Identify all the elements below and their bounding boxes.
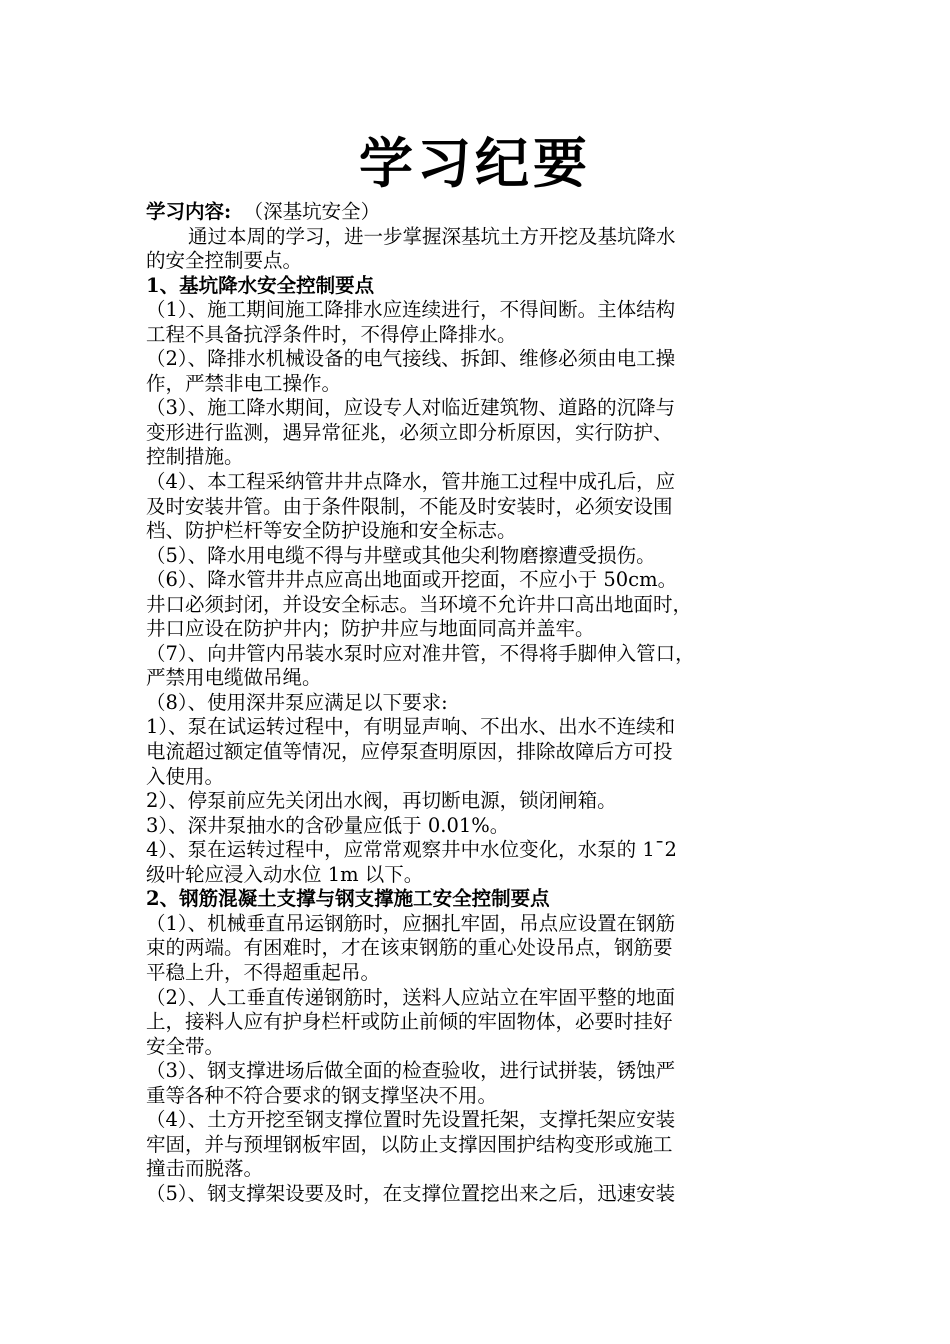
section-heading: 2、钢筋混凝土支撑与钢支撑施工安全控制要点 — [146, 887, 550, 911]
text-line: 入使用。 — [146, 764, 225, 788]
section-heading: 1、基坑降水安全控制要点 — [146, 273, 375, 297]
text-line: 平稳上升，不得超重起吊。 — [146, 960, 381, 984]
text-line: 控制措施。 — [146, 445, 244, 469]
text-line: 2）、停泵前应先关闭出水阀，再切断电源，锁闭闸箱。 — [146, 789, 617, 813]
text-line: 级叶轮应浸入动水位 1m 以下。 — [146, 862, 424, 886]
text-line: （5）、降水用电缆不得与井壁或其他尖利物磨擦遭受损伤。 — [146, 543, 656, 567]
study-content-topic: （深基坑安全） — [243, 200, 381, 223]
text-line: 工程不具备抗浮条件时，不得停止降排水。 — [146, 322, 517, 346]
text-line: （6）、降水管井井点应高出地面或开挖面，不应小于 50cm。 — [146, 568, 678, 592]
study-content-line — [146, 200, 822, 225]
study-content-label: 学习内容: — [146, 200, 232, 223]
text-line: 井口必须封闭，并设安全标志。当环境不允许井口高出地面时， — [146, 592, 693, 616]
text-line: 变形进行监测，遇异常征兆，必须立即分析原因，实行防护、 — [146, 420, 673, 444]
text-line: 严禁用电缆做吊绳。 — [146, 666, 322, 690]
text-line: 档、防护栏杆等安全防护设施和安全标志。 — [146, 519, 517, 543]
text-line: 及时安装井管。由于条件限制，不能及时安装时，必须安设围 — [146, 494, 673, 518]
text-line: （1）、施工期间施工降排水应连续进行，不得间断。主体结构 — [146, 298, 676, 322]
text-line: 电流超过额定值等情况，应停泵查明原因，排除故障后方可投 — [146, 740, 673, 764]
text-line: 通过本周的学习，进一步掌握深基坑土方开挖及基坑降水 — [188, 224, 676, 248]
text-line: 1）、泵在试运转过程中，有明显声响、不出水、出水不连续和 — [146, 715, 676, 739]
text-line: （3）、施工降水期间，应设专人对临近建筑物、道路的沉降与 — [146, 396, 676, 420]
document-title: 学习纪要 — [359, 131, 591, 195]
text-line: 撞击而脱落。 — [146, 1157, 264, 1181]
text-line: 作，严禁非电工操作。 — [146, 371, 342, 395]
text-line: 束的两端。有困难时，才在该束钢筋的重心处设吊点，钢筋要 — [146, 936, 673, 960]
text-line: 牢固，并与预埋钢板牢固，以防止支撑因围护结构变形或施工 — [146, 1132, 673, 1156]
paragraph-lines — [146, 225, 822, 1207]
text-line: （1）、机械垂直吊运钢筋时，应捆扎牢固，吊点应设置在钢筋 — [146, 911, 676, 935]
text-line: （8）、使用深井泵应满足以下要求: — [146, 690, 448, 714]
text-line: （4）、本工程采纳管井井点降水，管井施工过程中成孔后，应 — [146, 470, 676, 494]
text-line: 上，接料人应有护身栏杆或防止前倾的牢固物体，必要时挂好 — [146, 1010, 673, 1034]
text-line: （3）、钢支撑进场后做全面的检查验收，进行试拼装，锈蚀严 — [146, 1059, 676, 1083]
text-line: 重等各种不符合要求的钢支撑坚决不用。 — [146, 1083, 498, 1107]
text-line: （2）、降排水机械设备的电气接线、拆卸、维修必须由电工操 — [146, 347, 676, 371]
text-line: 4）、泵在运转过程中，应常常观察井中水位变化，水泵的 1¯2 — [146, 838, 677, 862]
text-line: （4）、土方开挖至钢支撑位置时先设置托架，支撑托架应安装 — [146, 1108, 676, 1132]
text-line: 安全带。 — [146, 1034, 225, 1058]
text-line: 的安全控制要点。 — [146, 249, 303, 273]
text-line: （5）、钢支撑架设要及时，在支撑位置挖出来之后，迅速安装 — [146, 1181, 676, 1205]
text-line: 3）、深井泵抽水的含砂量应低于 0.01%。 — [146, 813, 510, 837]
document-body — [146, 200, 822, 1206]
text-line: 井口应设在防护井内；防护井应与地面同高并盖牢。 — [146, 617, 595, 641]
text-line: （2）、人工垂直传递钢筋时，送料人应站立在牢固平整的地面 — [146, 985, 676, 1009]
text-line: （7）、向井管内吊装水泵时应对准井管，不得将手脚伸入管口， — [146, 641, 695, 665]
